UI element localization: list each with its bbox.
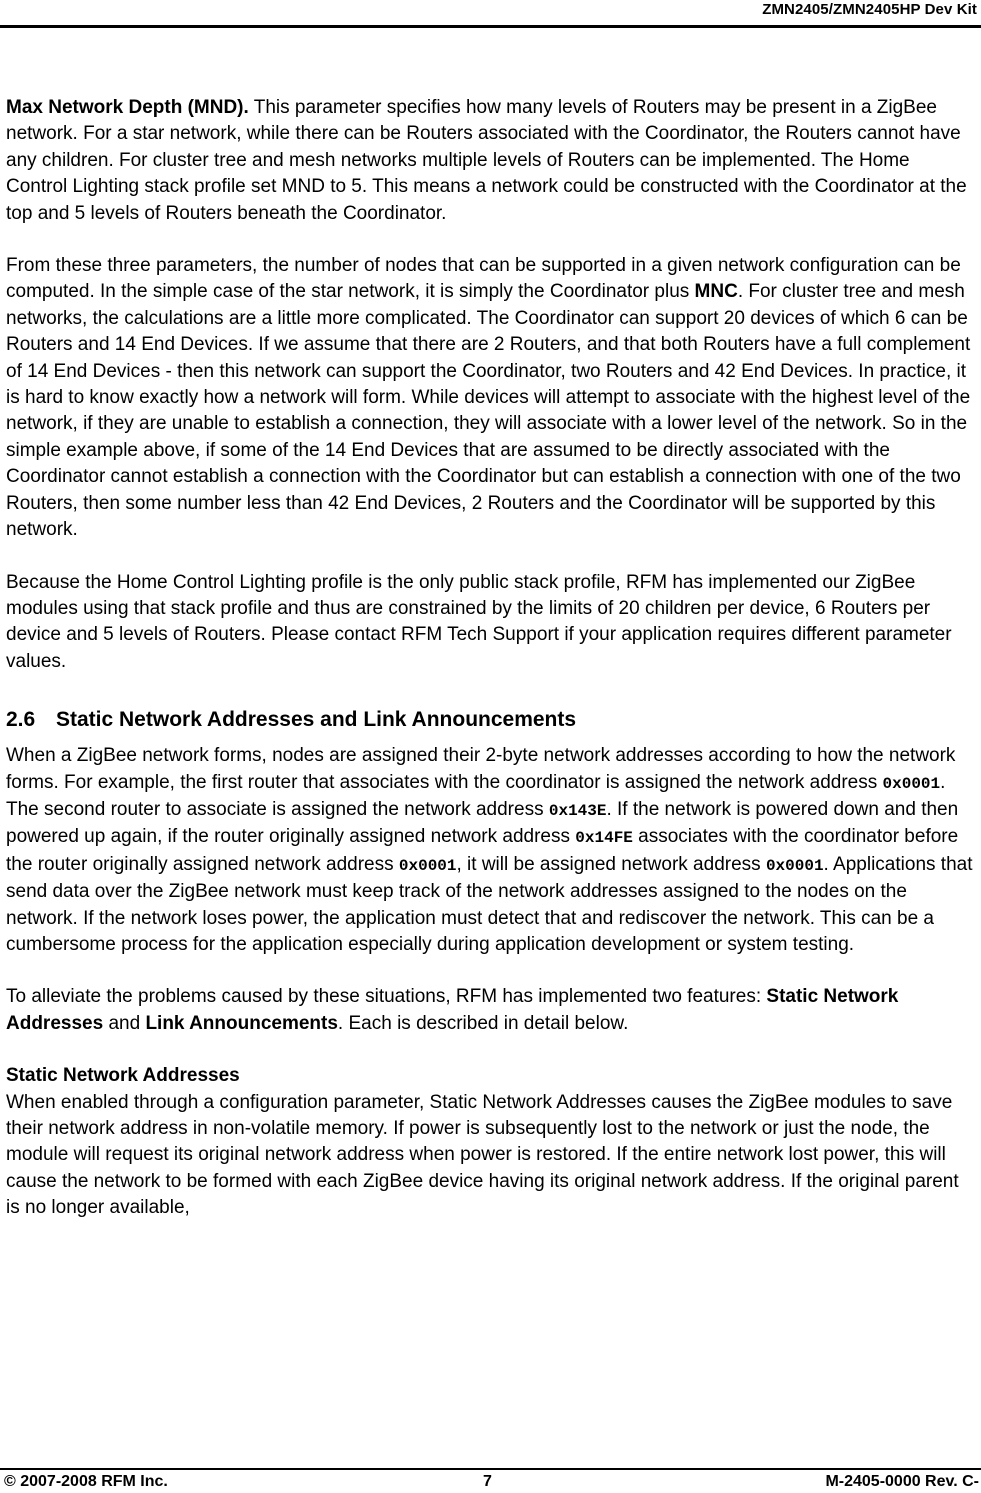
- addresses-text-f: . Applications that send data over the ZigBee network must keep track of the network addresses assigned to the nodes on the network. If the network loses power, the application must detect that and rediscover the network. This can be a cumbersome process for the application especially during application development or system testing.: [6, 853, 973, 955]
- address-value: 0x0001: [882, 774, 941, 793]
- features-text-and: and: [103, 1012, 146, 1034]
- features-text-a: To alleviate the problems caused by these situations, RFM has implemented two features:: [6, 986, 767, 1008]
- paragraph-node-count: [6, 253, 976, 543]
- page-number: 7: [483, 1473, 492, 1490]
- page-header: [0, 0, 981, 28]
- address-value: 0x143E: [548, 801, 607, 820]
- node-count-text-a: From these three parameters, the number of nodes that can be supported in a given network configuration can be computed. In the simple case of the star network, it is simply the Coordinator plus: [6, 255, 961, 303]
- paragraph-stack-profile: Because the Home Control Lighting profile is the only public stack profile, RFM has implemented our ZigBee modules using that stack profile and thus are constrained by the limits of 20 children per device, 6 Routers per device and 5 levels of Routers. Please contact RFM Tech Support if your application requires different parameter values.: [6, 571, 952, 672]
- addresses-text-b: . The second router to associate is assigned the network address: [6, 771, 946, 820]
- link-announcements-term: Link Announcements: [145, 1012, 338, 1034]
- document-number: M-2405-0000 Rev. C-: [825, 1473, 979, 1490]
- address-value: 0x0001: [398, 856, 457, 875]
- page-footer: [0, 1468, 981, 1493]
- document-body: [6, 95, 976, 1222]
- subsection-title: Static Network Addresses: [6, 1065, 240, 1087]
- address-value: 0x14FE: [575, 829, 633, 848]
- address-value: 0x0001: [765, 856, 824, 875]
- mnd-text: This parameter specifies how many levels of Routers may be present in a ZigBee network. For a star network, while there can be Routers associated with the Coordinator, the Routers cannot have any children. For cluster tree and mesh networks multiple levels of Routers can be implemented. The Home Control Lighting stack profile set MND to 5. This means a network could be constructed with the Coordinator at the top and 5 levels of Routers beneath the Coordinator.: [6, 97, 967, 224]
- paragraph-mnd: [6, 95, 976, 227]
- paragraph-static-addresses: When enabled through a configuration parameter, Static Network Addresses causes the ZigBee modules to save their network address in non-volatile memory. If power is subsequently lost to the network or just the node, the module will request its original network address when power is restored. If the entire network lost power, this will cause the network to be formed with each ZigBee device having its original network address. If the original parent is no longer available,: [6, 1091, 959, 1219]
- addresses-text-e: , it will be assigned network address: [456, 853, 766, 875]
- addresses-text-d: associates with the coordinator before the router originally assigned network address: [6, 826, 959, 875]
- header-title: ZMN2405/ZMN2405HP Dev Kit: [762, 1, 977, 18]
- node-count-text-b: . For cluster tree and mesh networks, the calculations are a little more complicated. The Coordinator can support 20 devices of which 6 can be Routers and 14 End Devices. If we assume that there are 2 Routers, and that both Routers have a full complement of 14 End Devices - then this network can support the Coordinator, two Routers and 42 End Devices. In practice, it is hard to know exactly how a network will form. While devices will attempt to associate with the highest level of the network, if they are unable to establish a connection, they will associate with a lower level of the network. So in the simple example above, if some of the 14 End Devices that are assumed to be directly associated with the Coordinator cannot establish a connection with the Coordinator but can establish a connection with one of the two Routers, then some number less than 42 End Devices, 2 Routers and the Coordinator will be supported by this network.: [6, 281, 971, 541]
- paragraph-features: [6, 984, 976, 1037]
- addresses-text-c: . If the network is powered down and then powered up again, if the router originally assigned network address: [6, 798, 959, 848]
- section-title: Static Network Addresses and Link Announcements: [56, 708, 577, 732]
- features-text-b: . Each is described in detail below.: [337, 1012, 629, 1034]
- section-heading: [6, 707, 976, 733]
- addresses-text-a: When a ZigBee network forms, nodes are assigned their 2-byte network addresses according to how the network forms. For example, the first router that associates with the coordinator is assigned the network address: [6, 745, 956, 793]
- static-addresses-term: Static Network Addresses: [6, 986, 899, 1034]
- subsection-heading: [6, 1063, 976, 1089]
- copyright: © 2007-2008 RFM Inc.: [4, 1473, 168, 1490]
- paragraph-addresses: [6, 743, 976, 958]
- section-number: 2.6: [6, 708, 36, 732]
- mnd-label: Max Network Depth (MND).: [6, 97, 249, 118]
- mnc-term: MNC: [694, 281, 738, 303]
